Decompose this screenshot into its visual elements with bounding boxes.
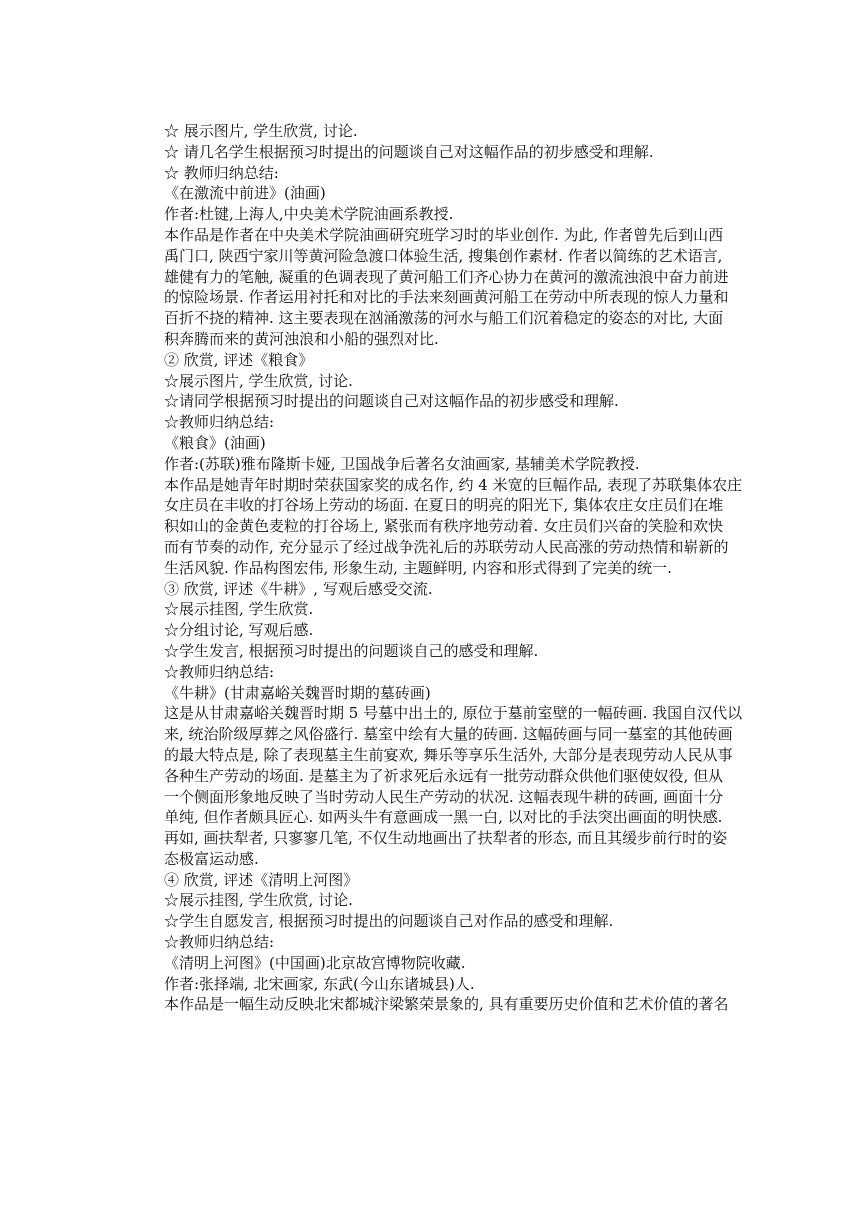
text-line: ☆展示图片, 学生欣赏, 讨论. bbox=[164, 371, 353, 390]
text-line: 而有节奏的动作, 充分显示了经过战争洗礼后的苏联劳动人民高涨的劳动热情和崭新的 bbox=[164, 537, 729, 556]
text-line: 雄健有力的笔触, 凝重的色调表现了黄河船工们齐心协力在黄河的激流浊浪中奋力前进 bbox=[164, 267, 729, 286]
text-line: 态极富运动感. bbox=[164, 849, 259, 868]
section-heading: ② 欣赏, 评述《粮食》 bbox=[164, 350, 314, 369]
text-line: ☆展示挂图, 学生欣赏, 讨论. bbox=[164, 891, 353, 910]
text-line: 积如山的金黄色麦粒的打谷场上, 紧张而有秩序地劳动着. 女庄员们兴奋的笑脸和欢快 bbox=[164, 517, 724, 536]
text-line: 这是从甘肃嘉峪关魏晋时期 5 号墓中出土的, 原位于墓前室壁的一幅砖画. 我国自汉代以 bbox=[164, 704, 743, 723]
text-line: 各种生产劳动的场面. 是墓主为了祈求死后永远有一批劳动群众供他们驱使奴役, 但从 bbox=[164, 766, 724, 785]
text-line: 禹门口, 陕西宁家川等黄河险急渡口体验生活, 搜集创作素材. 作者以简练的艺术语言, bbox=[164, 246, 723, 265]
artwork-title: 《在激流中前进》(油画) bbox=[164, 184, 326, 203]
artwork-title: 《清明上河图》(中国画)北京故宫博物院收藏. bbox=[164, 953, 466, 972]
artwork-title: 《粮食》(油画) bbox=[164, 433, 266, 452]
text-line: ☆展示挂图, 学生欣赏. bbox=[164, 600, 314, 619]
text-line: 的最大特点是, 除了表现墓主生前宴欢, 舞乐等享乐生活外, 大部分是表现劳动人民从事 bbox=[164, 745, 733, 764]
author-line: 作者:杜键,上海人,中央美术学院油画系教授. bbox=[164, 205, 454, 224]
section-heading: ③ 欣赏, 评述《牛耕》, 写观后感受交流. bbox=[164, 579, 433, 598]
text-line: 生活风貌. 作品构图宏伟, 形象生动, 主题鲜明, 内容和形式得到了完美的统一. bbox=[164, 558, 672, 577]
text-line: 本作品是作者在中央美术学院油画研究班学习时的毕业创作. 为此, 作者曾先后到山西 bbox=[164, 225, 724, 244]
text-line: ☆学生自愿发言, 根据预习时提出的问题谈自己对作品的感受和理解. bbox=[164, 912, 614, 931]
document-body bbox=[164, 121, 828, 1015]
text-line: 本作品是她青年时期时荣获国家奖的成名作, 约 4 米宽的巨幅作品, 表现了苏联集体农庄 bbox=[164, 475, 743, 494]
section-heading: ④ 欣赏, 评述《清明上河图》 bbox=[164, 870, 359, 889]
text-line: ☆教师归纳总结: bbox=[164, 413, 275, 432]
text-line: 来, 统治阶级厚葬之风俗盛行. 墓室中绘有大量的砖画. 这幅砖画与同一墓室的其他砖画 bbox=[164, 725, 733, 744]
text-line: 女庄员在丰收的打谷场上劳动的场面. 在夏日的明亮的阳光下, 集体农庄女庄员们在堆 bbox=[164, 496, 724, 515]
text-line: 本作品是一幅生动反映北宋都城汴梁繁荣景象的, 具有重要历史价值和艺术价值的著名 bbox=[164, 995, 729, 1014]
text-line: ☆ 展示图片, 学生欣赏, 讨论. bbox=[164, 122, 358, 140]
text-line: 百折不挠的精神. 这主要表现在汹涌激荡的河水与船工们沉着稳定的姿态的对比, 大面 bbox=[164, 309, 724, 328]
text-line: ☆教师归纳总结: bbox=[164, 662, 275, 681]
text-line: 再如, 画扶犁者, 只寥寥几笔, 不仅生动地画出了扶犁者的形态, 而且其缓步前行时的姿 bbox=[164, 829, 728, 848]
text-line: 单纯, 但作者颇具匠心. 如两头牛有意画成一黑一白, 以对比的手法突出画面的明快感. bbox=[164, 808, 723, 827]
text-line: ☆ 请几名学生根据预习时提出的问题谈自己对这幅作品的初步感受和理解. bbox=[164, 142, 654, 161]
text-line: ☆学生发言, 根据预习时提出的问题谈自己的感受和理解. bbox=[164, 641, 539, 660]
text-line: 一个侧面形象地反映了当时劳动人民生产劳动的状况. 这幅表现牛耕的砖画, 画面十分 bbox=[164, 787, 724, 806]
author-line: 作者:(苏联)雅布隆斯卡娅, 卫国战争后著名女油画家, 基辅美术学院教授. bbox=[164, 454, 640, 473]
text-line: 的惊险场景. 作者运用衬托和对比的手法来刻画黄河船工在劳动中所表现的惊人力量和 bbox=[164, 288, 729, 307]
text-line: 积奔腾而来的黄河浊浪和小船的强烈对比. bbox=[164, 329, 439, 348]
text-line: ☆分组讨论, 写观后感. bbox=[164, 621, 314, 640]
author-line: 作者:张择端, 北宋画家, 东武(今山东诸城县)人. bbox=[164, 974, 475, 993]
text-line: ☆请同学根据预习时提出的问题谈自己对这幅作品的初步感受和理解. bbox=[164, 392, 619, 411]
text-line: ☆教师归纳总结: bbox=[164, 933, 275, 952]
artwork-title: 《牛耕》(甘肃嘉峪关魏晋时期的墓砖画) bbox=[164, 683, 431, 702]
text-line: ☆ 教师归纳总结: bbox=[164, 163, 279, 182]
